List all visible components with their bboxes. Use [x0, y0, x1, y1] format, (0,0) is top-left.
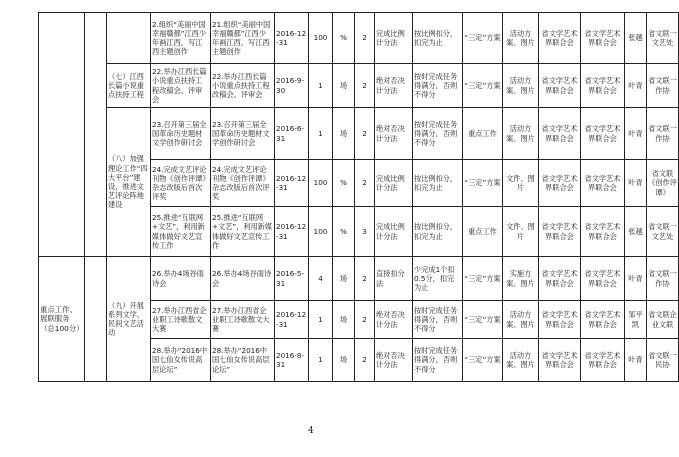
score-cell: 2 [355, 301, 375, 339]
contact-cell: 省文联一文艺处 [647, 207, 679, 257]
material-cell: 活动方案、图片 [503, 64, 539, 108]
leader-cell: 叶青 [625, 160, 647, 207]
deadline-cell: 2016-8-31 [275, 339, 309, 382]
weight-cell: 1 [309, 339, 333, 382]
contact-cell: 省文联一文艺处 [647, 13, 679, 64]
evidence-cell: “三定”方案 [463, 13, 503, 64]
leader-cell: 邹平凯 [625, 301, 647, 339]
table-row [39, 64, 679, 108]
contact-cell: 省文联一作协 [647, 257, 679, 301]
leader-cell: 张越 [625, 207, 647, 257]
evidence-cell: “三定”方案 [463, 339, 503, 382]
score-cell: 3 [355, 207, 375, 257]
lead-dept-cell: 省文学艺术界联合会 [539, 257, 581, 301]
sub-item-cell [107, 13, 151, 64]
material-cell: 实施方案、图片 [503, 257, 539, 301]
detail-cell: 26.举办4场谷雨诗会 [211, 257, 275, 301]
sub-item-cell: （七）江西长篇小说重点扶持工程 [107, 64, 151, 108]
unit-cell: % [333, 160, 355, 207]
score-cell: 2 [355, 339, 375, 382]
lead-dept-cell: 省文学艺术界联合会 [539, 64, 581, 108]
lead-dept-cell: 省文学艺术界联合会 [539, 160, 581, 207]
task-cell: 24.完成文艺评论刊物《创作评谭》杂志改版后首次评奖 [151, 160, 211, 207]
resp-dept-cell: 省文学艺术界联合会 [581, 160, 625, 207]
task-cell: 22.举办江西长篇小说重点扶持工程改稿会、评审会 [151, 64, 211, 108]
score-cell: 2 [355, 64, 375, 108]
blank-cell [85, 13, 107, 257]
deadline-cell: 2016-12-31 [275, 13, 309, 64]
method-cell: 绝对否决计分法 [375, 301, 413, 339]
method-cell: 绝对否决计分法 [375, 64, 413, 108]
weight-cell: 100 [309, 207, 333, 257]
task-cell: 28.举办“2016中国七仙女传说高层论坛” [151, 339, 211, 382]
deadline-cell: 2016-12-31 [275, 207, 309, 257]
evidence-cell: 重点工作 [463, 108, 503, 160]
page-number: 4 [308, 426, 314, 436]
score-cell: 2 [355, 108, 375, 160]
deadline-cell: 2016-9-30 [275, 64, 309, 108]
evidence-cell: “三定”方案 [463, 301, 503, 339]
material-cell: 活动方案、图片 [503, 13, 539, 64]
blank-cell [85, 257, 107, 382]
unit-cell: 场 [333, 339, 355, 382]
contact-cell: 省文联《创作评谭》 [647, 160, 679, 207]
weight-cell: 100 [309, 13, 333, 64]
deadline-cell: 2016-12-31 [275, 301, 309, 339]
method-cell: 完成比例计分法 [375, 207, 413, 257]
leader-cell: 叶青 [625, 339, 647, 382]
resp-dept-cell: 省文学艺术界联合会 [581, 339, 625, 382]
category-cell-empty [39, 13, 85, 257]
standard-cell: 按时完成任务得满分，否则不得分 [413, 64, 463, 108]
sub-item-cell: （八）加强理论工作“四大平台”建设，推进文艺评论阵地建设 [107, 108, 151, 257]
weight-cell: 4 [309, 257, 333, 301]
standard-cell: 按时完成任务得满分，否则不得分 [413, 301, 463, 339]
unit-cell: 场 [333, 108, 355, 160]
standard-cell: 按时完成任务得满分，否则不得分 [413, 339, 463, 382]
method-cell: 绝对否决计分法 [375, 339, 413, 382]
task-cell: 27.举办江西省企业职工诗歌散文大赛 [151, 301, 211, 339]
resp-dept-cell: 省文学艺术界联合会 [581, 257, 625, 301]
unit-cell: 场 [333, 301, 355, 339]
weight-cell: 1 [309, 64, 333, 108]
lead-dept-cell: 省文学艺术界联合会 [539, 301, 581, 339]
detail-cell: 28.举办“2016中国七仙女传说高层论坛” [211, 339, 275, 382]
weight-cell: 1 [309, 108, 333, 160]
lead-dept-cell: 省文学艺术界联合会 [539, 207, 581, 257]
table-row [39, 13, 679, 64]
task-cell: 2.组织“美丽中国 幸福赣都”江西少年画江西，写江西主题创作 [151, 13, 211, 64]
material-cell: 活动方案、图片 [503, 301, 539, 339]
task-cell: 23.召开第三届全国革命历史题材文学创作研讨会 [151, 108, 211, 160]
detail-cell: 25.推进“互联网+文艺”，利用新媒体做好文艺宣传工作 [211, 207, 275, 257]
leader-cell: 叶青 [625, 64, 647, 108]
detail-cell: 21.组织“美丽中国 幸福赣都”江西少年画江西，写江西主题创作 [211, 13, 275, 64]
evidence-cell: “三定”方案 [463, 257, 503, 301]
table-row [39, 108, 679, 160]
method-cell: 完成比例计分法 [375, 160, 413, 207]
sub-item-cell: （九）开展系列文学、民间文艺活动 [107, 257, 151, 382]
lead-dept-cell: 省文学艺术界联合会 [539, 13, 581, 64]
contact-cell: 省文联一作协 [647, 108, 679, 160]
evidence-cell: “三定”方案 [463, 64, 503, 108]
standard-cell: 少完成1个扣0.5分，扣完为止 [413, 257, 463, 301]
standard-cell: 按比例扣分，扣完为止 [413, 13, 463, 64]
leader-cell: 叶青 [625, 108, 647, 160]
standard-cell: 按比例扣分，扣完为止 [413, 160, 463, 207]
method-cell: 绝对否决计分法 [375, 108, 413, 160]
leader-cell: 叶青 [625, 257, 647, 301]
weight-cell: 1 [309, 301, 333, 339]
detail-cell: 24.完成文艺评论刊物《创作评谭》杂志改版后首次评奖 [211, 160, 275, 207]
method-cell: 直接扣分法 [375, 257, 413, 301]
lead-dept-cell: 省文学艺术界联合会 [539, 108, 581, 160]
deadline-cell: 2016-12-31 [275, 160, 309, 207]
task-cell: 26.举办4场谷雨诗会 [151, 257, 211, 301]
deadline-cell: 2016-6-31 [275, 108, 309, 160]
standard-cell: 按比例扣分，扣完为止 [413, 207, 463, 257]
detail-cell: 23.召开第三届全国革命历史题材文学创作研讨会 [211, 108, 275, 160]
detail-cell: 22.举办江西长篇小说重点扶持工程改稿会、评审会 [211, 64, 275, 108]
score-cell: 2 [355, 160, 375, 207]
major-item-cell: 重点工作、展联服务（总100分） [39, 257, 85, 382]
contact-cell: 省文联一民协 [647, 339, 679, 382]
material-cell: 活动方案、图片 [503, 108, 539, 160]
unit-cell: % [333, 207, 355, 257]
resp-dept-cell: 省文学艺术界联合会 [581, 108, 625, 160]
score-cell: 2 [355, 257, 375, 301]
score-cell: 2 [355, 13, 375, 64]
evidence-cell: “三定”方案 [463, 160, 503, 207]
resp-dept-cell: 省文学艺术界联合会 [581, 207, 625, 257]
resp-dept-cell: 省文学艺术界联合会 [581, 301, 625, 339]
unit-cell: % [333, 13, 355, 64]
material-cell: 文件、图片 [503, 160, 539, 207]
task-table [38, 12, 679, 382]
contact-cell: 省文联一作协 [647, 64, 679, 108]
task-cell: 25.推进“互联网+文艺”，利用新媒体做好文艺宣传工作 [151, 207, 211, 257]
method-cell: 完成比例计分法 [375, 13, 413, 64]
material-cell: 活动方案、图片 [503, 339, 539, 382]
deadline-cell: 2016-5-31 [275, 257, 309, 301]
resp-dept-cell: 省文学艺术界联合会 [581, 13, 625, 64]
leader-cell: 张越 [625, 13, 647, 64]
resp-dept-cell: 省文学艺术界联合会 [581, 64, 625, 108]
contact-cell: 省文联企业文联 [647, 301, 679, 339]
table-row [39, 257, 679, 301]
material-cell: 文件、图片 [503, 207, 539, 257]
standard-cell: 按时完成任务得满分，否则不得分 [413, 108, 463, 160]
evidence-cell: 重点工作 [463, 207, 503, 257]
weight-cell: 100 [309, 160, 333, 207]
unit-cell: 场 [333, 257, 355, 301]
detail-cell: 27.举办江西省企业职工诗歌散文大赛 [211, 301, 275, 339]
unit-cell: 场 [333, 64, 355, 108]
lead-dept-cell: 省文学艺术界联合会 [539, 339, 581, 382]
